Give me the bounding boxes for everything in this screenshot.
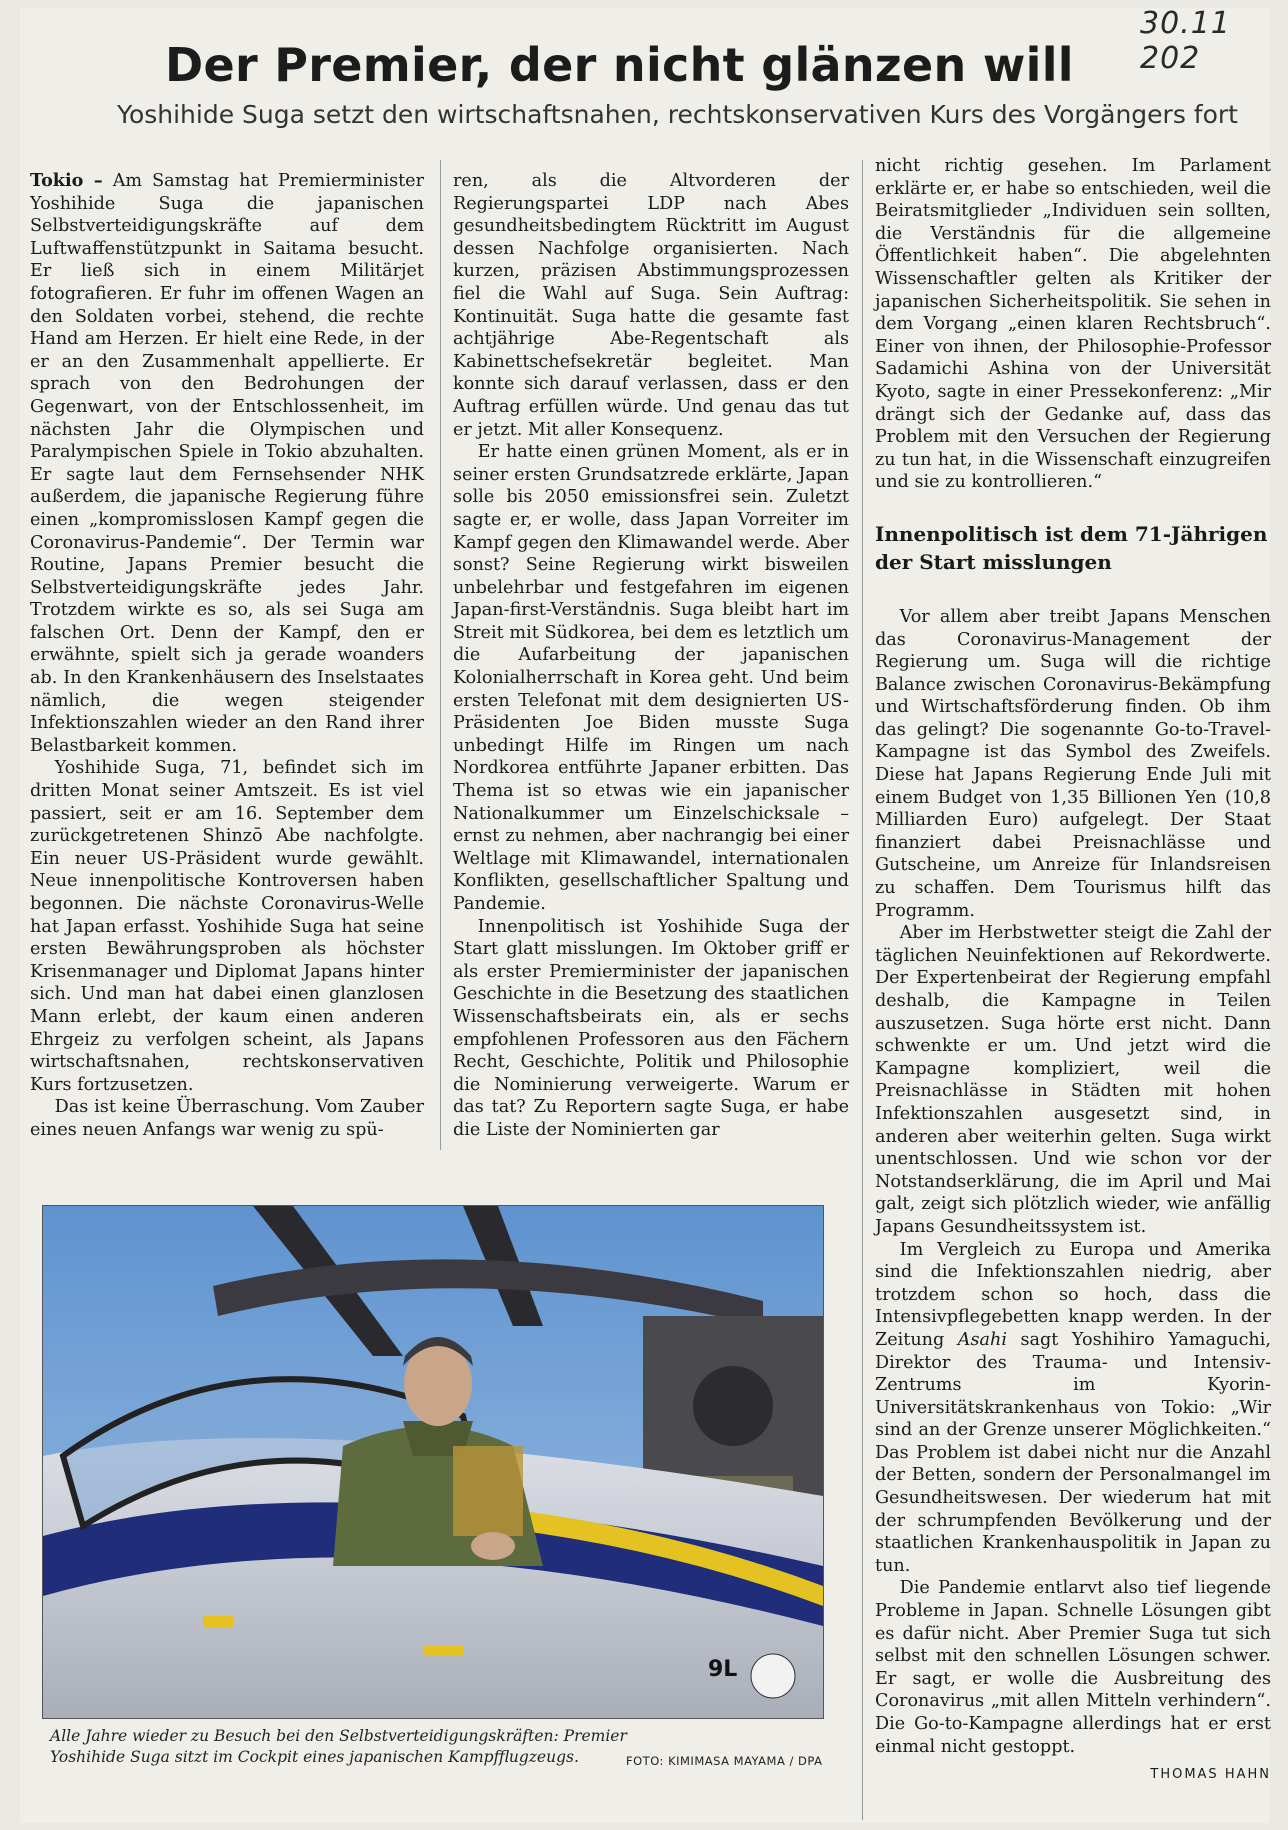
paragraph-text: Im Vergleich zu Europa und Amerika sind die Infektionszahlen niedrig, aber trotzdem schon so hoch, dass die Intensivpflegebetten knapp werden. In der Zeitung [875, 1239, 1271, 1350]
paragraph-text: sagt Yoshihiro Yamaguchi, Direktor des Trauma- und Intensiv-Zentrums im Kyorin-Universitätskrankenhaus von Tokio: „Wir sind an der Grenze unserer Möglichkeiten.“ Das Problem ist dabei nicht nur die Anzahl der Betten, sondern der Personalmangel im Gesundheitswesen. Der wiederum hat mit der schrumpfenden Bevölkerung und der staatlichen Krankenhauspolitik in Japan zu tun. [875, 1329, 1271, 1576]
paragraph [875, 1239, 1271, 1578]
paragraph-text: Am Samstag hat Premierminister Yoshihide Suga die japanischen Selbstverteidigungskräfte auf dem Luftwaffenstützpunkt in Saitama besucht. Er ließ sich in einem Militärjet fotografieren. Er fuhr im offenen Wagen an den Soldaten vorbei, stehend, die rechte Hand am Herzen. Er hielt eine Rede, in der er an den Zusammenhalt appellierte. Er sprach von den Bedrohungen der Gegenwart, von der Entschlossenheit, im nächsten Jahr die Olympischen und Paralympischen Spiele in Tokio abzuhalten. Er sagte laut dem Fernsehsender NHK außerdem, die japanische Regierung führe einen „kompromisslosen Kampf gegen die Coronavirus-Pandemie“. Der Termin war Routine, Japans Premier besucht die Selbstverteidigungskräfte jedes Jahr. Trotzdem wirkte es so, als sei Suga am falschen Ort. Denn der Kampf, den er erwähnte, spielt sich ja gerade woanders ab. In den Krankenhäusern des Inselstaates nämlich, die wegen steigender Infektionszahlen wieder an den Rand ihrer Belastbarkeit kommen. [30, 171, 424, 756]
paragraph: Aber im Herbstwetter steigt die Zahl der täglichen Neuinfektionen auf Rekordwerte. Der Expertenbeirat der Regierung empfahl deshalb, die Kampagne in Teilen auszusetzen. Suga hörte erst nicht. Dann schwenkte er um. Und jetzt wird die Kampagne kompliziert, weil die Preisnachlässe in Städten mit hohen Infektionszahlen ausgesetzt sind, in anderen aber weiterhin gelten. Suga wirkt unentschlossen. Und wie schon vor der Notstandserklärung, die im April und Mai galt, zeigt sich plötzlich wieder, wie anfällig Japans Gesundheitssystem ist. [875, 923, 1271, 1237]
photo-caption: Alle Jahre wieder zu Besuch bei den Selbstverteidigungskräften: Premier Yoshihide Suga sitzt im Cockpit eines japanischen Kampfflugzeugs. [50, 1727, 627, 1766]
article-column-2 [453, 170, 849, 1142]
warning-label [203, 1616, 233, 1628]
photo-credit: FOTO: KIMIMASA MAYAMA / DPA [626, 1754, 823, 1768]
paragraph: ren, als die Altvorderen der Regierungspartei LDP nach Abes gesundheitsbedingtem Rücktritt im August dessen Nachfolge organisierten. Nach kurzen, präzisen Abstimmungsprozessen fiel die Wahl auf Suga. Sein Auftrag: Kontinuität. Suga hatte die gesamte fast achtjährige Abe-Regentschaft als Kabinettschefsekretär begleitet. Man konnte sich darauf verlassen, dass er den Auftrag erfüllen würde. Und genau das tut er jetzt. Mit aller Konsequenz. [453, 171, 849, 440]
jet-marking: 9L [708, 1657, 738, 1682]
paragraph: Innenpolitisch ist Yoshihide Suga der Start glatt misslungen. Im Oktober griff er als erster Premierminister der japanischen Geschichte in die Besetzung des staatlichen Wissenschaftsbeirats ein, als er sechs empfohlenen Professoren aus den Fächern Recht, Geschichte, Politik und Philosophie die Nominierung verweigerte. Warum er das tat? Zu Reportern sagte Suga, er habe die Liste der Nominierten gar [453, 916, 849, 1140]
subheadline: Yoshihide Suga setzt den wirtschaftsnahen, rechtskonservativen Kurs des Vorgängers fort [117, 100, 1238, 129]
headline: Der Premier, der nicht glänzen will [165, 38, 1074, 92]
paragraph: Vor allem aber treibt Japans Menschen das Coronavirus-Management der Regierung um. Suga will die richtige Balance zwischen Coronavirus-Bekämpfung und Wirtschaftsförderung finden. Ob ihm das gelingt? Die sogenannte Go-to-Travel-Kampagne ist das Symbol des Zweifels. Diese hat Japans Regierung Ende Juli mit einem Budget von 1,35 Billionen Yen (10,8 Milliarden Euro) aufgelegt. Der Staat finanziert dabei Preisnachlässe und Gutscheine, um Anreize für Inlandsreisen zu schaffen. Dem Tourismus hilft das Programm. [875, 606, 1271, 921]
paragraph: Das ist keine Überraschung. Vom Zauber eines neuen Anfangs war wenig zu spü- [30, 1097, 424, 1140]
article-column-1 [30, 170, 424, 1142]
paragraph: Er hatte einen grünen Moment, als er in seiner ersten Grundsatzrede erklärte, Japan solle bis 2050 emissionsfrei sein. Zuletzt sagte er, er wolle, dass Japan Vorreiter im Kampf gegen den Klimawandel werde. Aber sonst? Seine Regierung wirkt bisweilen unbelehrbar und festgefahren im eigenen Japan-first-Verständnis. Suga bleibt hart im Streit mit Südkorea, bei dem es letztlich um die Aufarbeitung der japanischen Kolonialherrschaft in Korea geht. Und beim ersten Telefonat mit dem designierten US-Präsidenten Joe Biden musste Suga unbedingt Hilfe im Ringen um nach Nordkorea entführte Japaner erbitten. Das Thema ist so etwas wie ein japanischer Nationalkummer um Einzelschicksale – ernst zu nehmen, aber nachrangig bei einer Weltlage mit Klimawandel, internationalen Konflikten, gesellschaftlicher Spaltung und Pandemie. [453, 442, 849, 914]
instrument-dial [693, 1366, 773, 1446]
paragraph: Die Pandemie entlarvt also tief liegende Probleme in Japan. Schnelle Lösungen gibt es dafür nicht. Aber Premier Suga tut sich selbst mit den schnellen Lösungen schwer. Er sagt, er wolle die Ausbreitung des Coronavirus „mit allen Mitteln verhindern“. Die Go-to-Kampagne allerdings hat er erst einmal nicht gestoppt. [875, 1578, 1271, 1757]
jet-cockpit-illustration [43, 1206, 823, 1718]
section-subhead: Innenpolitisch ist dem 71-Jährigen der Start misslungen [875, 521, 1268, 574]
paragraph [30, 170, 424, 757]
mascot-emblem [751, 1654, 795, 1698]
author-byline: THOMAS HAHN [1150, 1767, 1271, 1783]
column-rule [440, 160, 441, 1150]
dateline: Tokio – [30, 170, 103, 191]
column-rule [862, 160, 863, 1820]
paragraph: nicht richtig gesehen. Im Parlament erklärte er, er habe so entschieden, weil die Beiratsmitglieder „Individuen sein sollten, die Verständnis für die allgemeine Öffentlichkeit haben“. Die abgelehnten Wissenschaftler gelten als Kritiker der japanischen Sicherheitspolitik. Sie sehen in dem Vorgang „einen klaren Rechtsbruch“. Einer von ihnen, der Philosophie-Professor Sadamichi Ashina von der Universität Kyoto, sagte in einer Pressekonferenz: „Mir drängt sich der Gedanke auf, dass das Problem mit den Versuchen der Regierung zu tun hat, in die Wissenschaft einzugreifen und sie zu kontrollieren.“ [875, 156, 1271, 493]
pilot-hand [471, 1532, 515, 1560]
article-column-3 [875, 155, 1271, 1787]
cockpit-photo [42, 1205, 824, 1719]
paragraph: Yoshihide Suga, 71, befindet sich im dritten Monat seiner Amtszeit. Es ist viel passiert, seit er am 16. September dem zurückgetretenen Shinzō Abe nachfolgte. Ein neuer US-Präsident wurde gewählt. Neue innenpolitische Kontroversen haben begonnen. Die nächste Coronavirus-Welle hat Japan erfasst. Yoshihide Suga hat seine ersten Bewährungsproben als höchster Krisenmanager und Diplomat Japans hinter sich. Und man hat dabei einen glanzlosen Mann erlebt, der kaum einen anderen Ehrgeiz zu verfolgen scheint, als Japans wirtschaftsnahen, rechtskonservativen Kurs fortzusetzen. [30, 758, 424, 1095]
handwritten-date: 30.11 202 [1140, 6, 1231, 76]
harness [453, 1446, 523, 1536]
newspaper-name: Asahi [957, 1329, 1007, 1350]
warning-label [423, 1646, 463, 1656]
